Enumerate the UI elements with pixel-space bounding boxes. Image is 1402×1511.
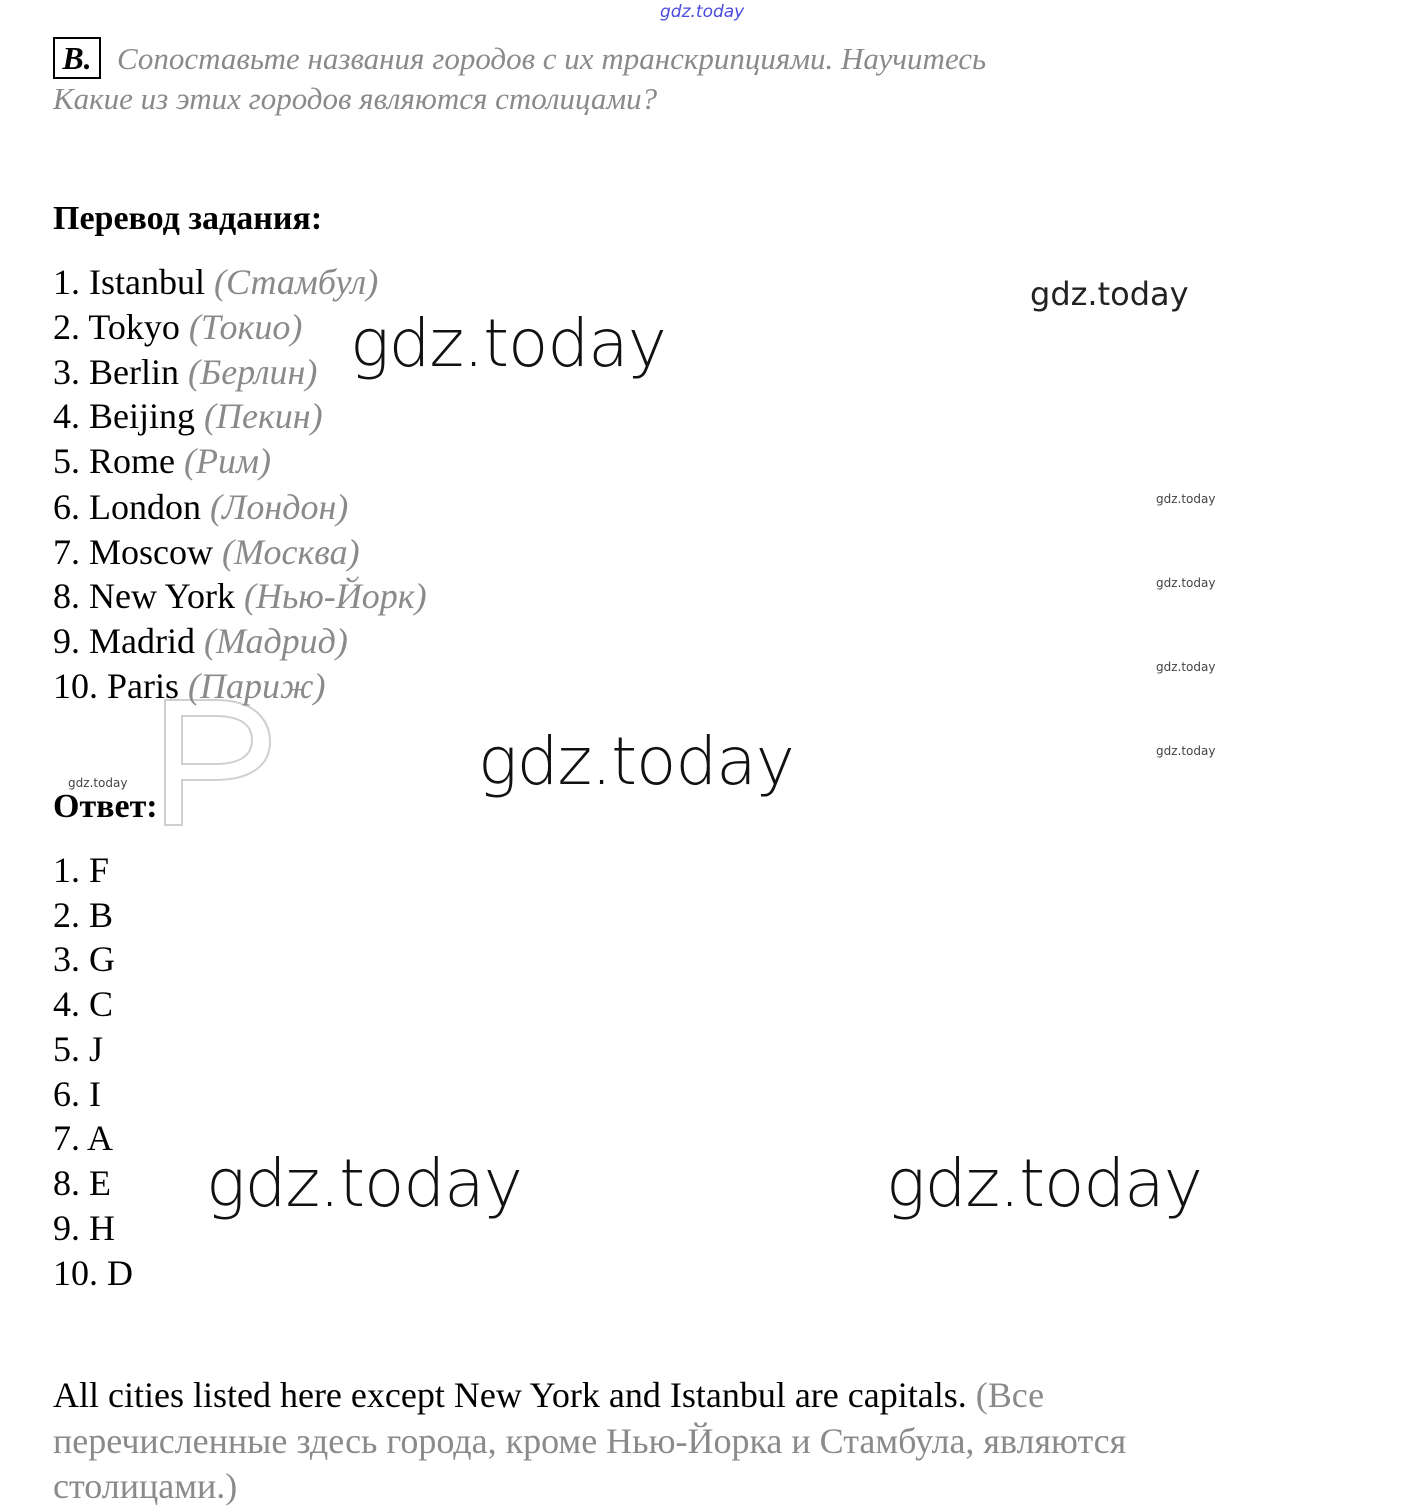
answer-letter: B — [89, 895, 114, 935]
task-instruction-line1: Сопоставьте названия городов с их транскрипциями. Научитесь — [117, 41, 987, 76]
answer-item — [53, 1118, 113, 1158]
translation-item — [53, 532, 360, 572]
item-number: 4. — [53, 396, 80, 436]
city-ru: (Пекин) — [204, 396, 323, 436]
city-en: Berlin — [89, 352, 179, 392]
item-number: 7. — [53, 532, 80, 572]
translation-item — [53, 352, 317, 392]
answer-letter: E — [89, 1163, 111, 1203]
watermark: gdz.today — [1030, 275, 1189, 313]
city-en: Tokyo — [88, 307, 180, 347]
answer-item — [53, 1208, 115, 1248]
city-ru: (Москва) — [222, 532, 360, 572]
answer-item — [53, 850, 109, 890]
item-number: 5. — [53, 441, 80, 481]
city-en: New York — [89, 576, 236, 616]
city-ru: (Париж) — [188, 666, 326, 706]
answer-item — [53, 895, 113, 935]
city-en: Madrid — [89, 621, 195, 661]
item-number: 9. — [53, 1208, 80, 1248]
item-number: 2. — [53, 307, 80, 347]
city-en: Moscow — [89, 532, 213, 572]
task-letter-box: B. — [53, 37, 101, 79]
item-number: 1. — [53, 850, 80, 890]
translation-item — [53, 576, 427, 616]
item-number: 10. — [53, 666, 98, 706]
item-number: 8. — [53, 576, 80, 616]
answer-letter: F — [89, 850, 110, 890]
answer-letter: D — [107, 1253, 133, 1293]
item-number: 7. — [53, 1118, 80, 1158]
watermark-top: gdz.today — [660, 2, 745, 22]
answer-letter: I — [89, 1074, 101, 1114]
watermark: gdz.today — [1156, 576, 1216, 590]
answer-item — [53, 1253, 133, 1293]
answer-letter: G — [89, 939, 115, 979]
city-en: London — [89, 487, 201, 527]
conclusion-ru-line2: перечисленные здесь города, кроме Нью-Йорка и Стамбула, являются — [53, 1421, 1127, 1461]
item-number: 2. — [53, 895, 80, 935]
answer-item — [53, 1074, 101, 1114]
watermark: gdz.today — [350, 305, 666, 382]
item-number: 5. — [53, 1029, 80, 1069]
conclusion-ru-start: (Все — [975, 1375, 1045, 1415]
answer-item — [53, 939, 115, 979]
translation-heading: Перевод задания: — [53, 200, 323, 237]
translation-item — [53, 666, 325, 706]
conclusion-line1 — [53, 1375, 1044, 1415]
conclusion-en: All cities listed here except New York and Istanbul are capitals. — [53, 1375, 967, 1415]
item-number: 6. — [53, 487, 80, 527]
translation-item — [53, 307, 302, 347]
city-ru: (Стамбул) — [213, 262, 379, 302]
task-instruction-line2: Какие из этих городов являются столицами? — [53, 81, 658, 116]
city-ru: (Нью-Йорк) — [244, 576, 427, 616]
translation-item — [53, 396, 323, 436]
city-ru: (Берлин) — [187, 352, 318, 392]
translation-item — [53, 621, 348, 661]
city-en: Paris — [107, 666, 179, 706]
answer-item — [53, 1163, 111, 1203]
answer-letter: C — [89, 984, 114, 1024]
city-en: Beijing — [89, 396, 195, 436]
item-number: 9. — [53, 621, 80, 661]
watermark: gdz.today — [1156, 492, 1216, 506]
conclusion-ru-line3: столицами.) — [53, 1466, 238, 1506]
translation-item — [53, 441, 271, 481]
item-number: 8. — [53, 1163, 80, 1203]
answer-letter: J — [89, 1029, 104, 1069]
city-ru: (Рим) — [184, 441, 271, 481]
item-number: 6. — [53, 1074, 80, 1114]
answer-letter: A — [87, 1118, 114, 1158]
item-number: 3. — [53, 939, 80, 979]
translation-item — [53, 262, 378, 302]
city-ru: (Токио) — [188, 307, 303, 347]
item-number: 4. — [53, 984, 80, 1024]
watermark: gdz.today — [68, 776, 128, 790]
item-number: 1. — [53, 262, 80, 302]
city-ru: (Мадрид) — [203, 621, 348, 661]
answer-letter: H — [89, 1208, 115, 1248]
translation-item — [53, 487, 348, 527]
answer-item — [53, 984, 113, 1024]
watermark: gdz.today — [478, 723, 794, 800]
watermark: gdz.today — [206, 1145, 522, 1222]
item-number: 3. — [53, 352, 80, 392]
city-en: Istanbul — [89, 262, 205, 302]
outlined-p-decoration — [160, 690, 280, 830]
item-number: 10. — [53, 1253, 98, 1293]
answer-item — [53, 1029, 103, 1069]
city-ru: (Лондон) — [210, 487, 349, 527]
city-en: Rome — [89, 441, 175, 481]
watermark: gdz.today — [1156, 660, 1216, 674]
watermark: gdz.today — [1156, 744, 1216, 758]
answer-heading: Ответ: — [53, 788, 158, 825]
watermark: gdz.today — [886, 1145, 1202, 1222]
